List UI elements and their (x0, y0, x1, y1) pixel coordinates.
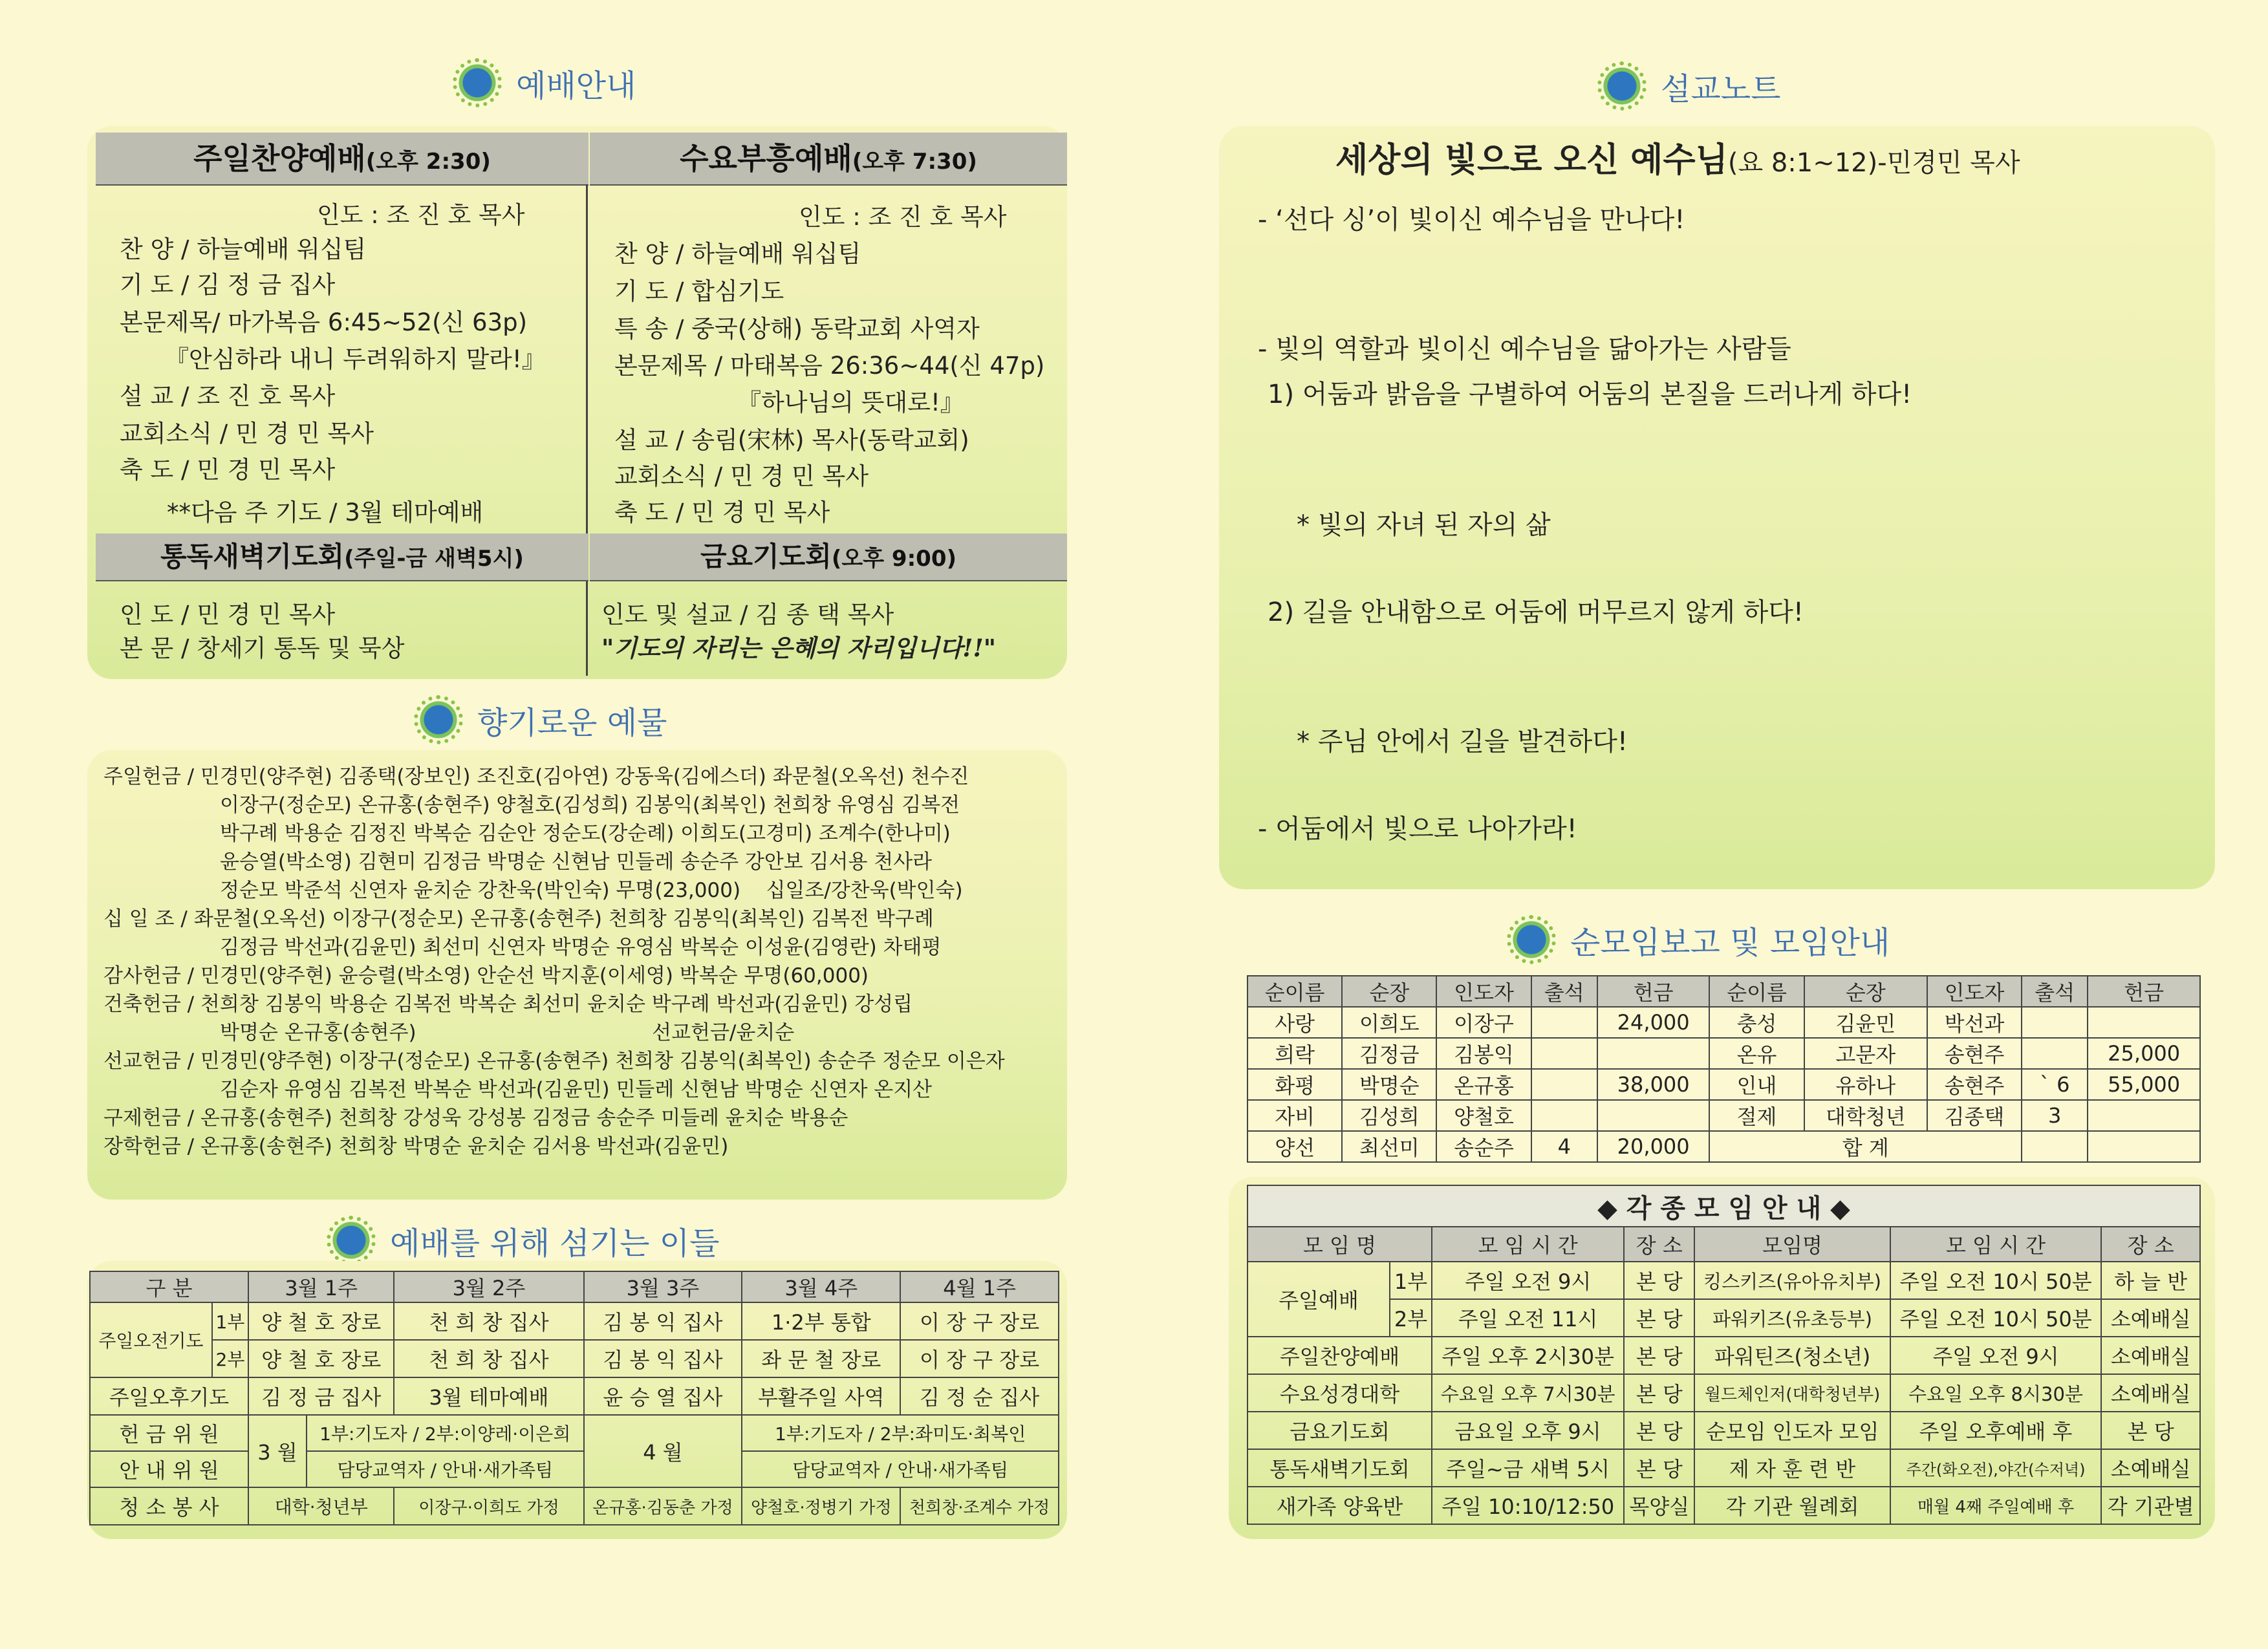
march-guide-cell: 담당교역자 / 안내·새가족팀 (307, 1451, 584, 1487)
cell-header: 출석 (2022, 976, 2088, 1007)
meeting-cell: 소예배실 (2101, 1337, 2200, 1374)
sunday-sermon-title: 『안심하라 내니 두려워하지 말라!』 (165, 345, 546, 373)
cell-value: 이장구 (1436, 1007, 1531, 1038)
sunday-leader: 인도 : 조 진 호 목사 (317, 201, 525, 229)
dawn-leader-line: 인 도 / 민 경 민 목사 (120, 601, 336, 629)
cell-value (2088, 1007, 2200, 1038)
friday-motto: "기도의 자리는 은혜의 자리입니다!!" (601, 634, 997, 662)
server-cell: 양 철 호 장로 (248, 1340, 394, 1377)
sermon-point: - ‘선다 싱’이 빛이신 예수님을 만나다! (1258, 205, 1685, 235)
worship-section-title: 예배안내 (453, 58, 636, 107)
offering-line: 김순자 유영심 김복전 박복순 박선과(김윤민) 민들레 신현남 박명순 신연자 온지산 (220, 1078, 933, 1101)
meeting-cell: 각 기관별 (2101, 1487, 2200, 1524)
cell-value: 양선 (1247, 1131, 1342, 1162)
church-logo-icon (327, 1216, 376, 1265)
servers-header: 3월 3주 (584, 1271, 742, 1302)
servers-header: 3월 2주 (394, 1271, 583, 1302)
cell-value: 송순주 (1436, 1131, 1531, 1162)
meeting-cell: 주일 오전 10시 50분 (1890, 1262, 2101, 1299)
cell-value: 55,000 (2088, 1069, 2200, 1100)
dawn-prayer-header: 통독새벽기도회(주일-금 새벽5시) (96, 534, 589, 581)
offering-line: 박명순 온규홍(송현주) 선교헌금/윤치순 (220, 1021, 795, 1044)
meeting-cell: 파워키즈(유초등부) (1694, 1299, 1890, 1337)
cell-report-table (1247, 975, 2201, 1163)
server-cell: 이 장 구 장로 (900, 1340, 1059, 1377)
morning-prayer-label: 주일오전기도 (90, 1302, 212, 1377)
worship-divider (586, 184, 588, 676)
meetings-header: 장 소 (1624, 1227, 1694, 1262)
cell-value: 온규홍 (1436, 1069, 1531, 1100)
offering-committee-label: 헌 금 위 원 (90, 1415, 248, 1451)
meeting-cell: 본 당 (1624, 1374, 1694, 1412)
cell-value (1597, 1100, 1710, 1131)
april-label: 4 월 (584, 1415, 742, 1487)
cell-value: 김종택 (1927, 1100, 2022, 1131)
meeting-cell: 제 자 훈 련 반 (1694, 1449, 1890, 1487)
servers-header: 구 분 (90, 1271, 248, 1302)
meetings-header: 모임명 (1694, 1227, 1890, 1262)
offering-line: 선교헌금 / 민경민(양주현) 이장구(정순모) 온규홍(송현주) 천희창 김봉익(최복인) 송순주 정순모 이은자 (103, 1050, 1005, 1073)
cell-value: 25,000 (2088, 1038, 2200, 1069)
cell-section-title: 순모임보고 및 모임안내 (1507, 915, 1890, 964)
server-cell: 양철호·정병기 가정 (742, 1487, 900, 1525)
server-cell: 김 봉 익 집사 (584, 1302, 742, 1340)
cell-value (1531, 1069, 1597, 1100)
cell-value (1531, 1038, 1597, 1069)
meeting-cell: 통독새벽기도회 (1247, 1449, 1432, 1487)
meeting-cell: 수요일 오후 7시30분 (1432, 1374, 1624, 1412)
servers-table (89, 1271, 1059, 1525)
cell-header: 헌금 (2088, 976, 2200, 1007)
cell-header: 순장 (1342, 976, 1436, 1007)
sermon-point: - 빛의 역할과 빛이신 예수님을 닮아가는 사람들 (1258, 334, 1791, 364)
afternoon-prayer-label: 주일오후기도 (90, 1377, 248, 1415)
church-logo-icon (1597, 61, 1647, 111)
meeting-cell: 금요기도회 (1247, 1412, 1432, 1449)
cell-header: 인도자 (1927, 976, 2022, 1007)
wednesday-leader: 인도 : 조 진 호 목사 (799, 203, 1007, 231)
server-cell: 3월 테마예배 (394, 1377, 583, 1415)
cell-value: 유하나 (1804, 1069, 1927, 1100)
sermon-section-title: 설교노트 (1597, 61, 1780, 111)
meeting-cell: 주일 10:10/12:50 (1432, 1487, 1624, 1524)
sermon-point: * 빛의 자녀 된 자의 삶 (1297, 510, 1551, 540)
offering-line: 정순모 박준석 신연자 윤치순 강찬욱(박인숙) 무명(23,000) 십일조/강찬욱(박인숙) (220, 879, 963, 902)
sunday-service-label: 주일예배 (1247, 1262, 1390, 1337)
meeting-cell: 본 당 (1624, 1449, 1694, 1487)
cell-header: 순이름 (1709, 976, 1804, 1007)
meeting-cell: 킹스키즈(유아유치부) (1694, 1262, 1890, 1299)
servers-header: 3월 1주 (248, 1271, 394, 1302)
cell-header: 순장 (1804, 976, 1927, 1007)
cell-value (1531, 1100, 1597, 1131)
cell-value: 충성 (1709, 1007, 1804, 1038)
wednesday-news-line: 교회소식 / 민 경 민 목사 (614, 462, 869, 490)
cell-value: 24,000 (1597, 1007, 1710, 1038)
offering-line: 주일헌금 / 민경민(양주현) 김종택(장보인) 조진호(김아연) 강동욱(김에스더) 좌문철(오옥선) 천수진 (103, 765, 969, 788)
sermon-point: 1) 어둠과 밝음을 구별하여 어둠의 본질을 드러나게 하다! (1268, 380, 1912, 409)
meeting-cell: 주일 오전 9시 (1890, 1337, 2101, 1374)
meeting-cell: 수요성경대학 (1247, 1374, 1432, 1412)
sermon-point: * 주님 안에서 길을 발견하다! (1297, 727, 1628, 757)
cell-value: 송현주 (1927, 1038, 2022, 1069)
cell-value: 인내 (1709, 1069, 1804, 1100)
cell-value: 박명순 (1342, 1069, 1436, 1100)
row-part-label: 1부 (212, 1302, 248, 1340)
cell-value: 자비 (1247, 1100, 1342, 1131)
cell-total-offering (2088, 1131, 2200, 1162)
church-logo-icon (453, 58, 502, 107)
server-cell: 김 봉 익 집사 (584, 1340, 742, 1377)
server-cell: 양 철 호 장로 (248, 1302, 394, 1340)
meetings-header: 장 소 (2101, 1227, 2200, 1262)
offering-line: 장학헌금 / 온규홍(송현주) 천희창 박명순 윤치순 김서용 박선과(김윤민) (103, 1135, 729, 1158)
meeting-cell: 주일 오후예배 후 (1890, 1412, 2101, 1449)
meeting-cell: 주일 오전 9시 (1432, 1262, 1624, 1299)
wednesday-praise-line: 찬 양 / 하늘예배 워십팀 (614, 240, 861, 268)
church-logo-icon (414, 695, 463, 744)
sermon-point: - 어둠에서 빛으로 나아가라! (1258, 814, 1577, 844)
meeting-cell: 순모임 인도자 모임 (1694, 1412, 1890, 1449)
meeting-cell: 주일찬양예배 (1247, 1337, 1432, 1374)
server-cell: 1·2부 통합 (742, 1302, 900, 1340)
offering-line: 십 일 조 / 좌문철(오옥선) 이장구(정순모) 온규홍(송현주) 천희창 김봉익(최복인) 김복전 박구례 (103, 907, 934, 931)
friday-prayer-header: 금요기도회(오후 9:00) (590, 534, 1067, 581)
dawn-text-line: 본 문 / 창세기 통독 및 묵상 (120, 634, 405, 662)
meeting-cell: 수요일 오후 8시30분 (1890, 1374, 2101, 1412)
cell-total-label: 합 계 (1709, 1131, 2022, 1162)
cleaning-label: 청 소 봉 사 (90, 1487, 248, 1525)
server-cell: 김 정 순 집사 (900, 1377, 1059, 1415)
sunday-praise-line: 찬 양 / 하늘예배 워십팀 (120, 235, 367, 263)
wednesday-sermon-line: 설 교 / 송림(宋林) 목사(동락교회) (614, 426, 969, 454)
server-cell: 부활주일 사역 (742, 1377, 900, 1415)
meeting-cell: 주일~금 새벽 5시 (1432, 1449, 1624, 1487)
meeting-cell: 목양실 (1624, 1487, 1694, 1524)
meeting-cell: 주일 오전 11시 (1432, 1299, 1624, 1337)
cell-value: 김윤민 (1804, 1007, 1927, 1038)
servers-header: 3월 4주 (742, 1271, 900, 1302)
cell-value: 4 (1531, 1131, 1597, 1162)
servers-header: 4월 1주 (900, 1271, 1059, 1302)
cell-header: 인도자 (1436, 976, 1531, 1007)
server-cell: 좌 문 철 장로 (742, 1340, 900, 1377)
cell-value (1531, 1007, 1597, 1038)
meeting-cell: 주일 오전 10시 50분 (1890, 1299, 2101, 1337)
sunday-sermon-line: 설 교 / 조 진 호 목사 (120, 382, 336, 410)
meeting-cell: 본 당 (1624, 1262, 1694, 1299)
april-guide-cell: 담당교역자 / 안내·새가족팀 (742, 1451, 1059, 1487)
church-logo-icon (1507, 915, 1556, 964)
meeting-cell: 2부 (1390, 1299, 1432, 1337)
meeting-cell: 주일 오후 2시30분 (1432, 1337, 1624, 1374)
cell-header: 출석 (1531, 976, 1597, 1007)
meeting-cell: 주간(화오전),야간(수저녁) (1890, 1449, 2101, 1487)
cell-value (2022, 1007, 2088, 1038)
cell-value: 김성희 (1342, 1100, 1436, 1131)
offering-line: 윤승열(박소영) 김현미 김정금 박명순 신현남 민들레 송순주 강안보 김서용 천사라 (220, 850, 933, 874)
meeting-cell: 본 당 (1624, 1337, 1694, 1374)
cell-value: 양철호 (1436, 1100, 1531, 1131)
meeting-cell: 매월 4째 주일예배 후 (1890, 1487, 2101, 1524)
server-cell: 이 장 구 장로 (900, 1302, 1059, 1340)
offering-line: 김정금 박선과(김윤민) 최선미 신연자 박명순 유영심 박복순 이성윤(김영란) 차태평 (220, 936, 942, 959)
april-offering-cell: 1부:기도자 / 2부:좌미도·최복인 (742, 1415, 1059, 1451)
cell-value: 온유 (1709, 1038, 1804, 1069)
meetings-header: 모 임 명 (1247, 1227, 1432, 1262)
wednesday-sermon-title: 『하나님의 뜻대로!』 (737, 389, 964, 416)
cell-value: 사랑 (1247, 1007, 1342, 1038)
friday-leader-line: 인도 및 설교 / 김 종 택 목사 (601, 601, 894, 629)
cell-value (2088, 1100, 2200, 1131)
wednesday-benediction-line: 축 도 / 민 경 민 목사 (614, 499, 830, 526)
cell-value: 38,000 (1597, 1069, 1710, 1100)
sunday-next-prayer: **다음 주 기도 / 3월 테마예배 (167, 499, 484, 526)
cell-value: 3 (2022, 1100, 2088, 1131)
sunday-praise-header: 주일찬양예배(오후 2:30) (96, 133, 589, 186)
cell-total-attendance (2022, 1131, 2088, 1162)
meeting-cell: 본 당 (1624, 1299, 1694, 1337)
sermon-point: 2) 길을 안내함으로 어둠에 머무르지 않게 하다! (1268, 598, 1804, 627)
cell-value: 김봉익 (1436, 1038, 1531, 1069)
meetings-header: 모 임 시 간 (1890, 1227, 2101, 1262)
server-cell: 김 정 금 집사 (248, 1377, 394, 1415)
sunday-prayer-line: 기 도 / 김 정 금 집사 (120, 271, 336, 299)
offering-line: 박구례 박용순 김정진 박복순 김순안 정순도(강순례) 이희도(고경미) 조계수(한나미) (220, 822, 951, 845)
offering-line: 구제헌금 / 온규홍(송현주) 천희창 강성욱 강성봉 김정금 송순주 미들레 윤치순 박용순 (103, 1106, 848, 1130)
meeting-cell: 1부 (1390, 1262, 1432, 1299)
march-offering-cell: 1부:기도자 / 2부:이양레·이은희 (307, 1415, 584, 1451)
cell-value: 박선과 (1927, 1007, 2022, 1038)
cell-value: 이희도 (1342, 1007, 1436, 1038)
offering-panel (87, 750, 1067, 1200)
meetings-title: ◆ 각 종 모 임 안 내 ◆ (1247, 1185, 2200, 1227)
cell-value: 송현주 (1927, 1069, 2022, 1100)
meetings-table (1247, 1185, 2201, 1525)
offering-section-title: 향기로운 예물 (414, 695, 667, 744)
cell-value: 절제 (1709, 1100, 1804, 1131)
server-cell: 온규홍·김동춘 가정 (584, 1487, 742, 1525)
row-part-label: 2부 (212, 1340, 248, 1377)
wednesday-special-song: 특 송 / 중국(상해) 동락교회 사역자 (614, 315, 980, 343)
meeting-cell: 파워틴즈(청소년) (1694, 1337, 1890, 1374)
cell-header: 순이름 (1247, 976, 1342, 1007)
server-cell: 천 희 창 집사 (394, 1302, 583, 1340)
march-label: 3 월 (248, 1415, 307, 1487)
cell-value: 20,000 (1597, 1131, 1710, 1162)
meeting-cell: 소예배실 (2101, 1374, 2200, 1412)
meeting-cell: 월드체인저(대학청년부) (1694, 1374, 1890, 1412)
cell-value: ` 6 (2022, 1069, 2088, 1100)
cell-value (2022, 1038, 2088, 1069)
cell-value: 고문자 (1804, 1038, 1927, 1069)
meeting-cell: 금요일 오후 9시 (1432, 1412, 1624, 1449)
wednesday-scripture-line: 본문제목 / 마태복음 26:36~44(신 47p) (614, 352, 1045, 380)
server-cell: 천희창·조계수 가정 (900, 1487, 1059, 1525)
guide-committee-label: 안 내 위 원 (90, 1451, 248, 1487)
meeting-cell: 소예배실 (2101, 1299, 2200, 1337)
offering-line: 감사헌금 / 민경민(양주현) 윤승렬(박소영) 안순선 박지훈(이세영) 박복순 무명(60,000) (103, 964, 869, 987)
sunday-benediction-line: 축 도 / 민 경 민 목사 (120, 456, 336, 484)
cell-value: 최선미 (1342, 1131, 1436, 1162)
sermon-heading: 세상의 빛으로 오신 예수님(요 8:1~12)-민경민 목사 (1335, 141, 2020, 180)
wednesday-header: 수요부흥예배(오후 7:30) (590, 133, 1067, 186)
cell-value: 김정금 (1342, 1038, 1436, 1069)
meeting-cell: 하 늘 반 (2101, 1262, 2200, 1299)
server-cell: 천 희 창 집사 (394, 1340, 583, 1377)
server-cell: 이장구·이희도 가정 (394, 1487, 583, 1525)
meeting-cell: 새가족 양육반 (1247, 1487, 1432, 1524)
offering-line: 건축헌금 / 천희창 김봉익 박용순 김복전 박복순 최선미 윤치순 박구례 박선과(김윤민) 강성립 (103, 993, 913, 1016)
wednesday-prayer-line: 기 도 / 합심기도 (614, 277, 784, 305)
cell-value: 대학청년 (1804, 1100, 1927, 1131)
meeting-cell: 본 당 (2101, 1412, 2200, 1449)
meeting-cell: 각 기관 월례회 (1694, 1487, 1890, 1524)
server-cell: 대학·청년부 (248, 1487, 394, 1525)
sunday-news-line: 교회소식 / 민 경 민 목사 (120, 420, 374, 447)
offering-line: 이장구(정순모) 온규홍(송현주) 양철호(김성희) 김봉익(최복인) 천희창 유영심 김복전 (220, 793, 960, 817)
cell-header: 헌금 (1597, 976, 1710, 1007)
servers-section-title: 예배를 위해 섬기는 이들 (327, 1216, 719, 1265)
cell-value: 희락 (1247, 1038, 1342, 1069)
cell-value (1597, 1038, 1710, 1069)
meetings-header: 모 임 시 간 (1432, 1227, 1624, 1262)
meeting-cell: 소예배실 (2101, 1449, 2200, 1487)
cell-value: 화평 (1247, 1069, 1342, 1100)
meeting-cell: 본 당 (1624, 1412, 1694, 1449)
server-cell: 윤 승 열 집사 (584, 1377, 742, 1415)
sunday-scripture-line: 본문제목/ 마가복음 6:45~52(신 63p) (120, 308, 528, 336)
